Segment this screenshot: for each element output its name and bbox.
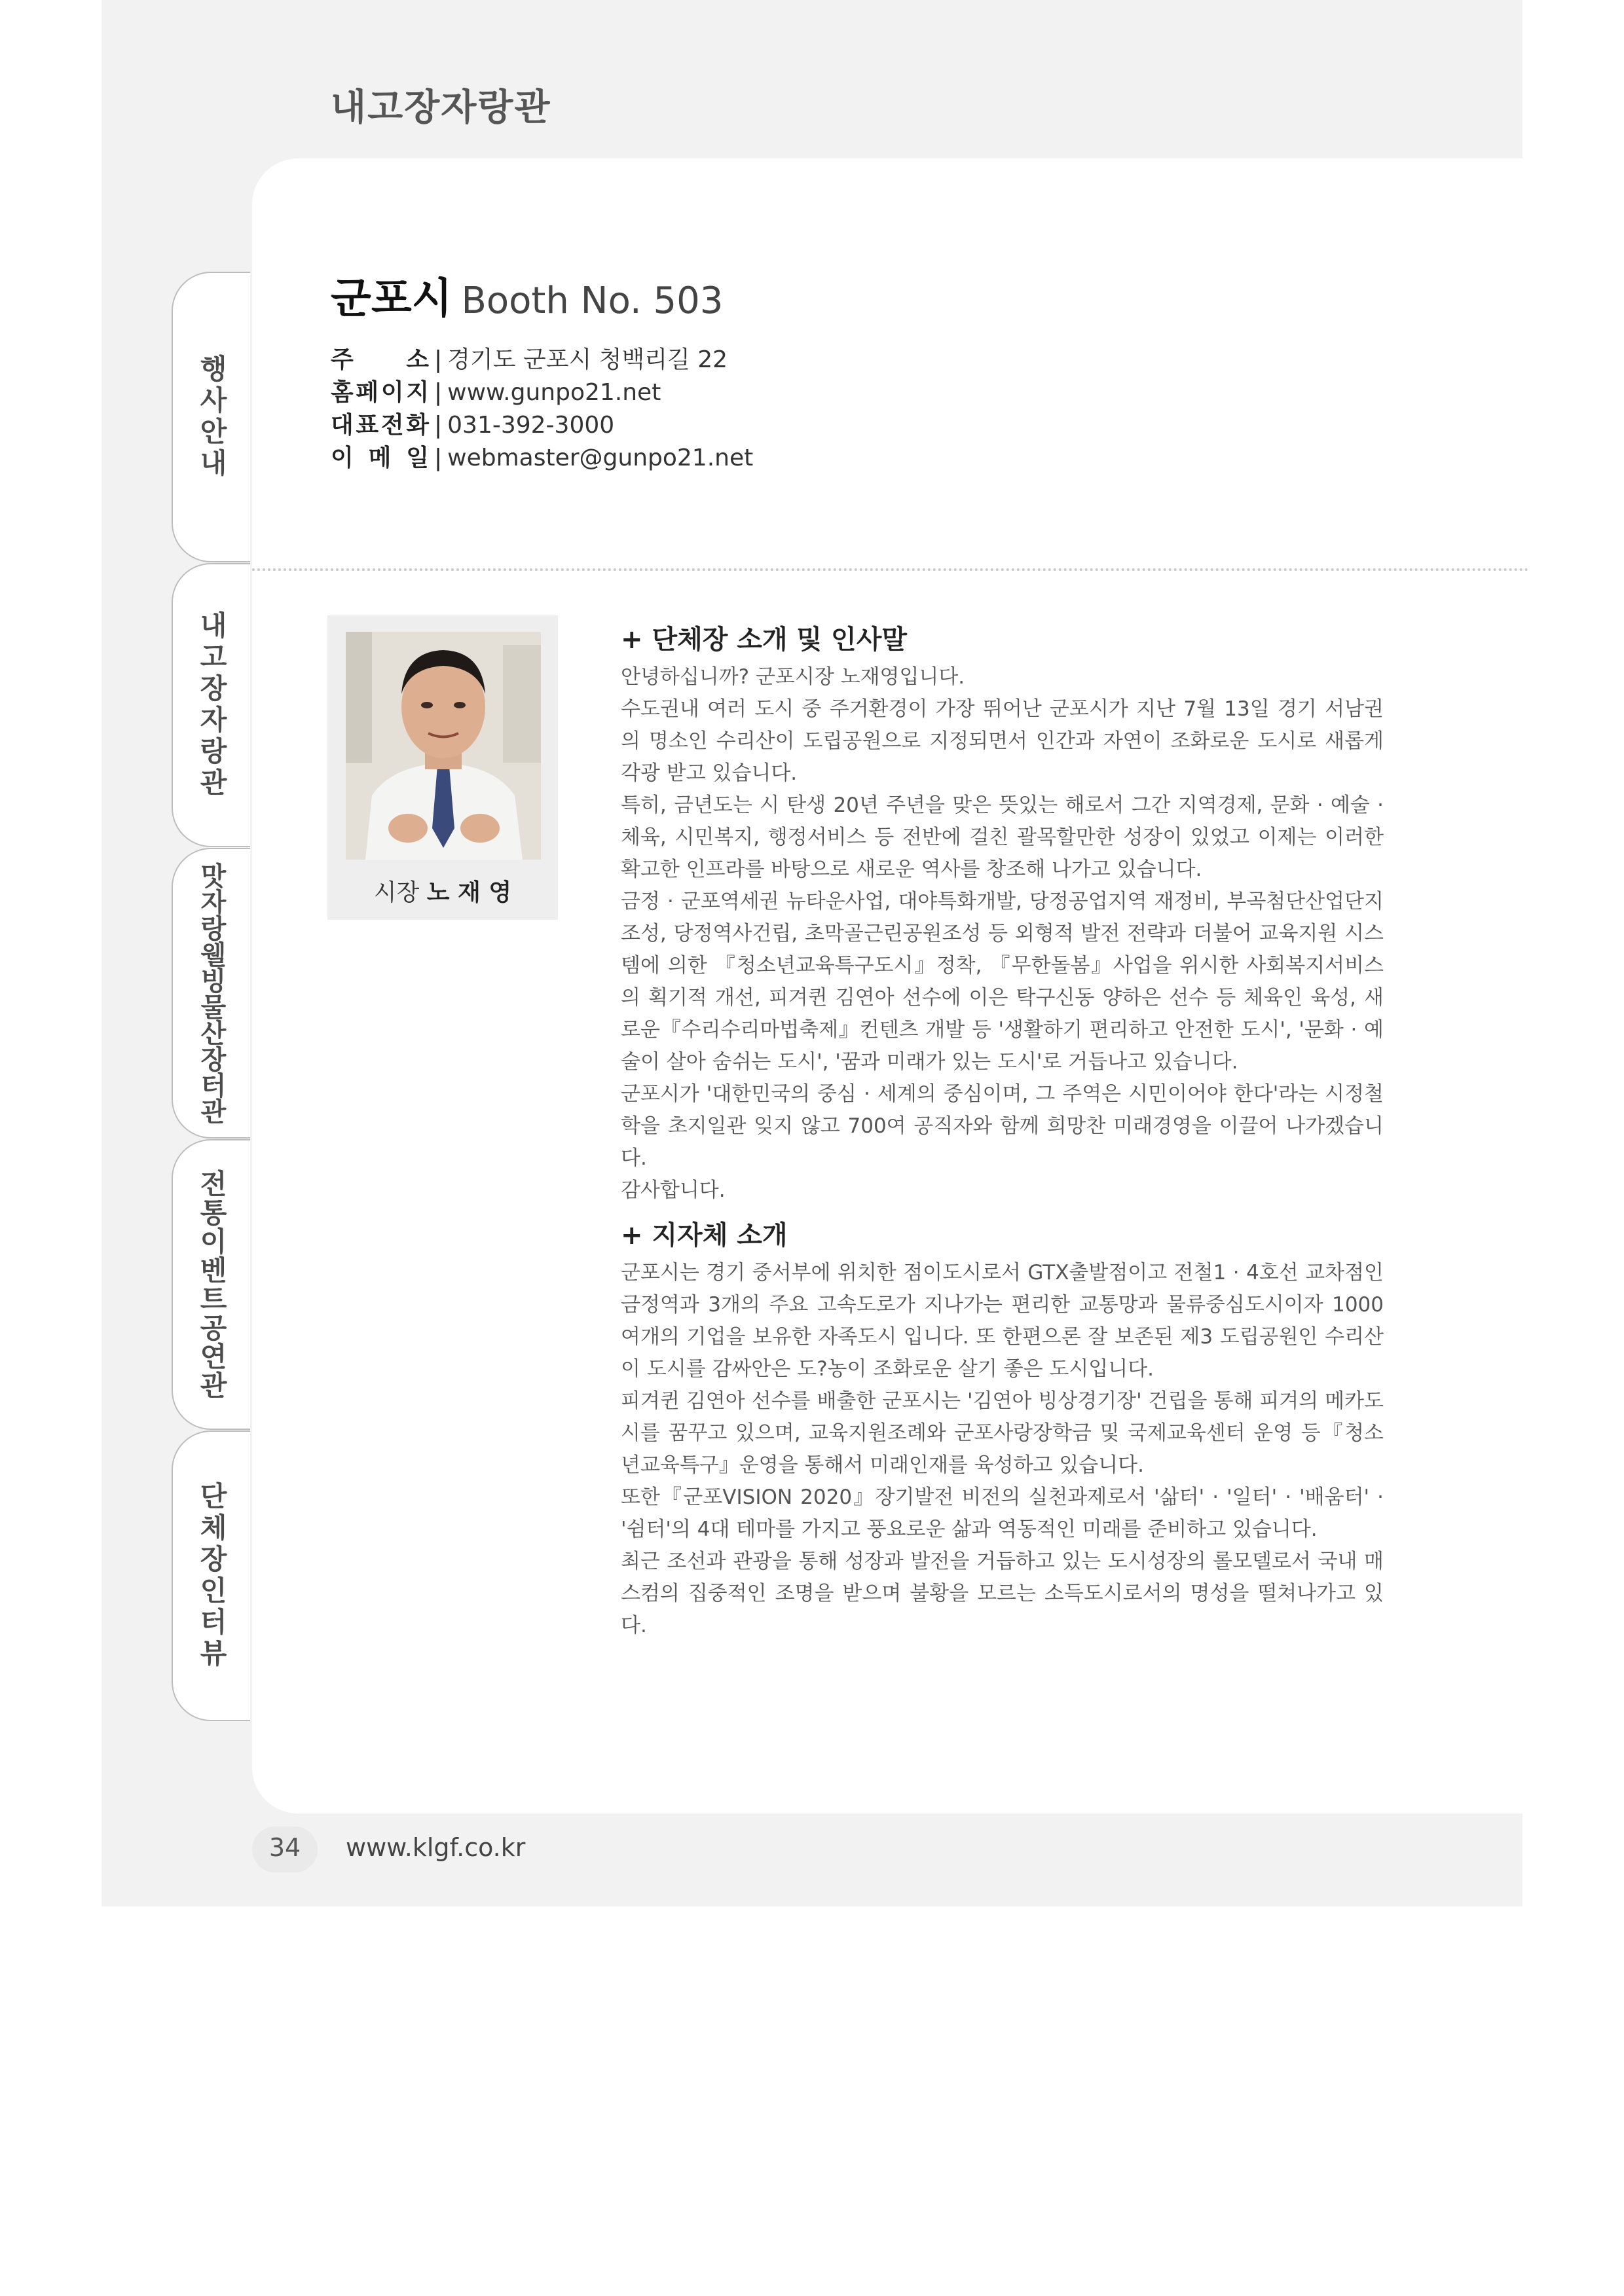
tab-event-info[interactable]: [172, 272, 250, 562]
paragraph: 금정 · 군포역세권 뉴타운사업, 대야특화개발, 당정공업지역 재정비, 부곡첨단산업단지조성, 당정역사건립, 초막골근린공원조성 등 외형적 발전 전략과 더불어 교육지원 시스템에 의한 『청소년교육특구도시』정착, 『무한돌봄』사업을 위시한 사회복지서비스의 획기적 개선, 피겨퀸 김연아 선수에 이은 탁구신동 양하은 선수 등 체육인 육성, 새로운『수리수리마법축제』컨텐츠 개발 등 '생활하기 편리하고 안전한 도시', '문화 · 예술이 살아 숨쉬는 도시', '꿈과 미래가 있는 도시'로 거듭나고 있습니다.: [621, 890, 1384, 1074]
info-row-email: 이 메 일 | webmaster@gunpo21.net: [331, 442, 753, 475]
footer-url[interactable]: www.klgf.co.kr: [346, 1833, 526, 1862]
paragraph: 군포시가 '대한민국의 중심 · 세계의 중심이며, 그 주역은 시민이어야 한다'라는 시정철학을 초지일관 잊지 않고 700여 공직자와 함께 희망찬 미래경영을 이끌어 나가겠습니다.: [621, 1082, 1384, 1170]
greeting-heading: + 단체장 소개 및 인사말: [621, 625, 907, 655]
homepage-link[interactable]: www.gunpo21.net: [447, 379, 661, 406]
paragraph: 수도권내 여러 도시 중 주거환경이 가장 뛰어난 군포시가 지난 7월 13일 경기 서남권의 명소인 수리산이 도립공원으로 지정되면서 인간과 자연이 조화로운 도시로 새롭게 각광 받고 있습니다.: [621, 697, 1384, 785]
booth-number: Booth No. 503: [461, 280, 724, 322]
phone-value: 031-392-3000: [447, 412, 615, 439]
paragraph: 감사합니다.: [621, 1178, 726, 1202]
paragraph: 안녕하십니까? 군포시장 노재영입니다.: [621, 665, 965, 689]
paragraph: 피겨퀸 김연아 선수를 배출한 군포시는 '김연아 빙상경기장' 건립을 통해 피겨의 메카도시를 꿈꾸고 있으며, 교육지원조례와 군포사랑장학금 및 국제교육센터 운영 등『청소년교육특구』운영을 통해서 미래인재를 육성하고 있습니다.: [621, 1389, 1384, 1477]
intro-body: [621, 1257, 1384, 1642]
contact-info: [331, 344, 753, 475]
tab-food-market[interactable]: [172, 848, 250, 1139]
paragraph: 특히, 금년도는 시 탄생 20년 주년을 맞은 뜻있는 해로서 그간 지역경제, 문화 · 예술 · 체육, 시민복지, 행정서비스 등 전반에 걸친 괄목할만한 성장이 있었고 이제는 이러한 확고한 인프라를 바탕으로 새로운 역사를 창조해 나가고 있습니다.: [621, 793, 1384, 881]
info-row-phone: 대 표 전 화 | 031-392-3000: [331, 409, 753, 442]
divider: [252, 568, 1529, 571]
email-link[interactable]: webmaster@gunpo21.net: [447, 445, 754, 471]
tab-local-pride[interactable]: [172, 563, 250, 847]
mayor-photo: [346, 632, 541, 860]
info-label: 대 표 전 화: [331, 412, 430, 439]
tab-mayor-interview[interactable]: [172, 1430, 250, 1721]
tab-label: 맛자랑웰빙물산장터관: [196, 862, 227, 1124]
info-row-homepage: 홈 페 이 지 | www.gunpo21.net: [331, 376, 753, 409]
org-name: 군포시: [331, 275, 452, 323]
tab-label: 전통이벤트공연관: [196, 1169, 228, 1400]
photo-caption: [327, 874, 558, 907]
address-value: 경기도 군포시 청백리길 22: [447, 346, 728, 373]
tab-label: 행사안내: [196, 354, 228, 480]
info-label: 이 메 일: [331, 445, 430, 471]
info-row-address: 주 소 | 경기도 군포시 청백리길 22: [331, 344, 753, 376]
caption-title: 시장: [373, 879, 420, 906]
tab-traditional-events[interactable]: [172, 1139, 250, 1430]
info-label: 주 소: [331, 346, 430, 373]
greeting-body: [621, 661, 1384, 1207]
intro-heading: + 지자체 소개: [621, 1220, 788, 1250]
section-title: 내고장자랑관: [331, 86, 551, 129]
tab-label: 내고장자랑관: [196, 611, 228, 799]
info-label: 홈 페 이 지: [331, 379, 430, 406]
tab-label: 단체장인터뷰: [196, 1482, 228, 1670]
paragraph: 또한『군포VISION 2020』장기발전 비전의 실천과제로서 '삶터' · '일터' · '배움터' · '쉼터'의 4대 테마를 가지고 풍요로운 삶과 역동적인 미래를 준비하고 있습니다.: [621, 1485, 1384, 1541]
org-header: [331, 265, 723, 325]
paragraph: 최근 조선과 관광을 통해 성장과 발전을 거듭하고 있는 도시성장의 롤모델로서 국내 매스컴의 집중적인 조명을 받으며 불황을 모르는 소득도시로서의 명성을 떨쳐나가고 있다.: [621, 1550, 1384, 1637]
paragraph: 군포시는 경기 중서부에 위치한 점이도시로서 GTX출발점이고 전철1 · 4호선 교차점인 금정역과 3개의 주요 고속도로가 지나가는 편리한 교통망과 물류중심도시이자 1000여개의 기업을 보유한 자족도시 입니다. 또 한편으론 잘 보존된 제3 도립공원인 수리산이 도시를 감싸안은 도?농이 조화로운 살기 좋은 도시입니다.: [621, 1261, 1384, 1381]
caption-name: 노 재 영: [426, 879, 512, 906]
page-number: 34: [268, 1833, 301, 1862]
